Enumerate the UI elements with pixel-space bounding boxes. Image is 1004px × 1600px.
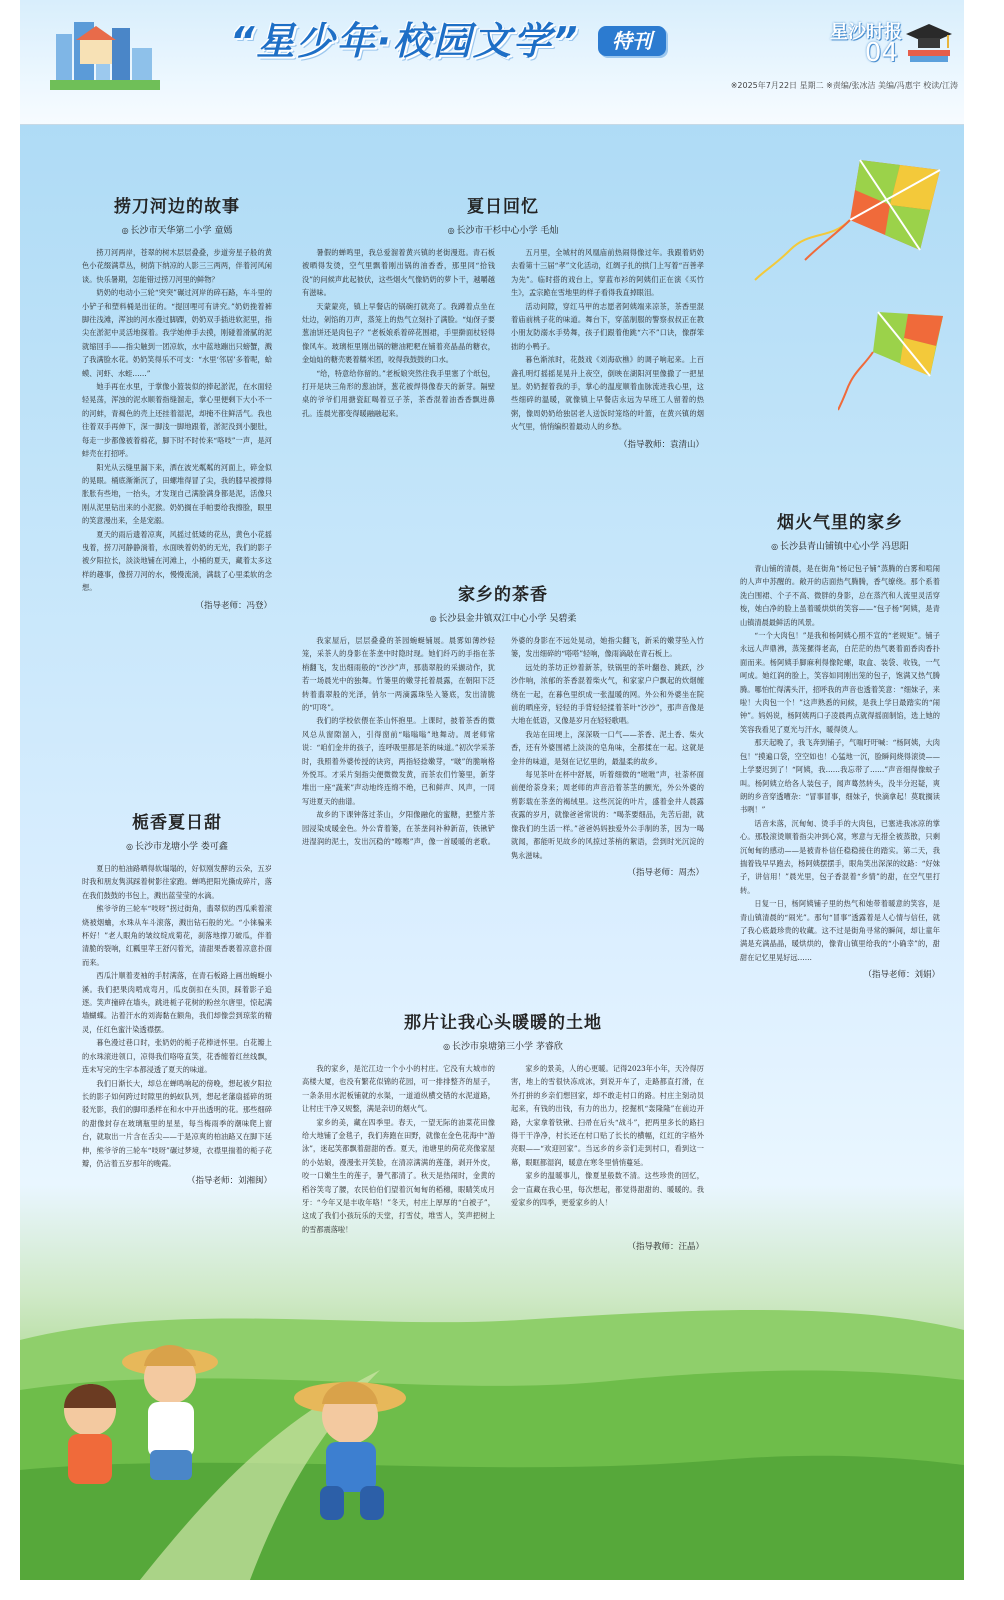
paragraph: 天蒙蒙亮，镇上早餐店的锅碗打就亮了。我蹲着点坐在灶边，剁馅的刀声，蒸笼上的热气立刻扑了满脸。“灿伢子要葱油饼还是肉包子？”老板娘系着碎花围裙，手里擀面杖轻得像风车。玻璃柜里刚出锅的糖油粑粑在铺着亮晶晶的糖衣，金灿灿的糖壳裹着糯米团，咬得我鼓鼓的口水。 [302, 301, 495, 365]
city-illustration-icon [50, 14, 160, 90]
paragraph: 暮色漫过巷口时，张奶奶的栀子花棒迸怀里。白花瓣上的水珠滚进领口，凉得我们咯咯直笑，花香缠着红丝线飘，连未写完的生字本都浸透了夏天的味道。 [82, 1038, 272, 1075]
article-teacher: （指导教师：袁清山） [618, 439, 704, 450]
paragraph: 我们日渐长大，却总在蝉鸣响起的傍晚，想起被夕阳拉长的影子如何跨过时隙里的蚂蚁队列，想起老藩扇摇碎的斑驳光影，我们的脚印悉样在和水中开出透明的花。那些细碎的甜像封存在玻璃瓶里的星星，每当梅雨季的潮味爬上窗台，就取出一片含在舌尖——于是凉爽的柏油路又在脚下延伸，熊爷爷的三轮车“吱呀”碾过梦境，衣襟里揣着的栀子花瓣，仍沾着五岁那年的晚霞。 [82, 1078, 272, 1168]
countryside-children-illustration [20, 1280, 964, 1580]
masthead-title: “星少年·校园文学” [230, 19, 580, 63]
paragraph: 熊爷爷的三轮车“吱呀”拐过街角，翡翠似的西瓜乘着滚烧被烟蛐，水珠从车斗滚落，溅出钻石般的光。“小徕骗来杯好！”老人眼角的皱纹绽成菊花，刹落地撑刀破瓜，伴着清脆的裂响，红瓤里苹王舒闪着光，清甜果香裹着凉意扑面而来。 [82, 904, 272, 967]
paragraph: 我家屋后，层层叠叠的茶园蜿蜒铺展。晨雾如薄纱轻笼，采茶人的身影在茶垄中时隐时现。她们纤巧的手指在茶梢翻飞，发出细雨般的“沙沙”声，那翡翠般的采撷动作，犹若一场晨光中的独舞。竹篓里的嫩芽托着晨露，在朝阳下泛转着翡翠般的光泽，俏尔一两滴露珠坠入篓底，发出清脆的“叮咚”。 [302, 636, 495, 713]
article-zhizi [82, 808, 272, 1186]
kite-large-icon [750, 150, 950, 300]
article-teacher: （指导老师：刘湘闽） [186, 1176, 272, 1187]
article-jiaxiang [302, 580, 704, 878]
paragraph: 家乡的景美，人的心更暖。记得2023年小年，天冷得厉害，地上的雪很快冻成冰，到说开车了，走路都直打滑，在外打拼的乡亲们想回家，却不敢走村口的路。村庄主刻动员起来，有钱的出钱，有力的出力，挖掘机“轰隆隆”在前边开路，大家拿着铁锹、扫帚在后头“战斗”，把两里多长的路扫得干干净净，村长还在村口贴了长长的横幅，红红的字格外亮眼——“欢迎回家”。当远乡的乡亲们走到村口，看到这一幕，眼眶都湿润，暖意在寒冬里悄悄蔓延。 [511, 1064, 704, 1167]
article-xiari [302, 192, 704, 450]
paragraph: 日复一日，杨阿姨铺子里的热气和她带着暖意的笑容，是青山镇清晨的“闹光”。那句“冒事”透露着是人心情与信任，就了我心底最珍贵的收藏。这不过是街角寻常的瞬间，却让童年满是充满晶晶，暖烘烘的，像青山镇里给我的“小确幸”的，甜甜在记忆里晃好远…… [740, 899, 940, 962]
paragraph: “给，特意给你留的。”老板娘突然往我手里塞了个纸包，打开是块三角形的葱油饼，葱花被焊得像春天的新芽。隔壁桌的爷爷们用搪瓷缸喝着豆子茶，茶香混着油香香飘进鼻孔。连晨光都变得暖融融起来。 [302, 368, 495, 418]
paragraph: 活动间隙，穿红马甲的志愿者阿姨端来凉茶，茶香里混着庙前桃子花的味道。舞台下，穿蓝制服的警察叔叔正在教小朋友防溺水手势舞，孩子们跟着他跳“六不”口诀，像群笨拙的小鸭子。 [511, 301, 704, 351]
article-teacher: （指导老师：周杰） [627, 867, 704, 878]
issue-meta: ※2025年7月22日 星期二 ※责编/张冰洁 美编/冯惠宇 校读/江涛 [730, 81, 958, 90]
paragraph: 远处的茶坊正炒着新茶，铁锅里的茶叶翻卷、跳跃，沙沙作响，浓郁的茶香混着柴火气，和家家户户飘起的炊烟缠绕在一起，在暮色里织成一张温暖的网。外公和外婆坐在院前的晒座旁，轻轻的手背轻轻揉着茶叶“沙沙”，那声音像是大地在低语，又像是岁月在轻轻歌唱。 [511, 662, 704, 726]
article-byline: ◎ 长沙市泉塘第三小学 茅睿欣 [443, 1042, 563, 1052]
paragraph: 那天起晚了，我飞奔到铺子，气喘吁吁喊：“杨阿姨，大肉包！”摸遍口袋，空空如也！心猛地一沉，脸瞬间烧得滚烫——上学要迟到了！“阿姨，我……我忘带了……”声音细得像蚊子叫。杨阿姨立给各人装包子，闻声蓦然转头，没半分迟疑，爽朗的乡音穿透嘈杂：“冒事冒事，细妹子，快滴拿起！莫耽搁读书咧！” [740, 738, 940, 815]
paragraph: 她手再在水里，于掌像小篮装似的捧起淤泥，在水面轻轻晃荡，浑浊的泥水顺着指缝溜走，掌心里便剩下大小不一的河蚌，青褐色的壳上还挂着湿泥，却掩不住鲜活气。我也往着双手再伸下，深一脚浅一脚地跟着，淤泥没到小腿肚，每走一步都像被着棉花，脚下时不时传来“咯吱”一声，是河蚌壳在打招呼。 [82, 382, 272, 459]
paragraph: 奶奶的电动小三轮“突突”碾过河岸的碎石路，车斗里的小铲子和塑料桶是出征的。“提回哩可有讲究。”奶奶挽着裤脚往浅滩，浑浊的河水漫过脚踝，奶奶双手插进软泥里，指尖在淤泥中灵活地探着。我学她伸手去摸，刚碰着滑腻的泥就缩回手——指尖触到一团凉软，水中蓝地蹦出只螃蟹，溅了我满脸水花。奶奶笑得乐不可支：“水里‘邻居’多着呢，蛤蟆、河虾、水蛭……” [82, 288, 272, 378]
article-byline: ◎ 长沙县金井镇双江中心小学 吴碧柔 [429, 614, 577, 624]
page-number: 04 [864, 38, 898, 68]
article-body [302, 246, 704, 434]
paragraph: “一个大肉包！”是我和杨阿姨心照不宣的“老规矩”。铺子永远人声鼎沸，蒸笼摞得老高，白茫茫的热气裹着面香肉香扑面而来。杨阿姨手脚麻利得像陀螺，取盒、装袋、收钱，一气呵成。她红润的脸上，笑容如同刚出笼的包子，饱满又热气腾腾。哪怕忙得满头汗，招呼我的声音也透着笑意：“细妹子，来啦！大肉包一个！”这声熟悉的问候，是我上学日最踏实的“闹钟”。妈妈说，杨阿姨两口子凌晨两点就得摇面制馅，选上她的笑容我看见了夏光与汗水，暖得烫人。 [740, 631, 940, 734]
article-yanhuo [740, 508, 940, 980]
paragraph: 话音未落，沉甸甸、烫手手的大肉包，已塞进我冰凉的掌心。那股滚烫顺着指尖冲到心窝，寒意与无措全被蒸散，只剩沉甸甸的感动——是被青朴信任稳稳接住的踏实。第二天，我揣着钱早早跑去，杨阿姨摆摆手，眼角笑出深深的纹路：“好妹子，讲信用！”晨光里，包子香混着“乡情”的甜，在空气里打转。 [740, 818, 940, 895]
kite-small-icon [838, 302, 948, 412]
paragraph: 西瓜汁顺着麦袖的手肘满落，在青石板路上画出蜿蜒小溪。我们把果肉啃成弯月，瓜皮倒扣在头顶，踩着影子追逐。笑声撞碎在墙头，跳进栀子花树的粉丝尔唐里，惊起满墙蝴蝶。沾着汗水的刘海黏在额角，我们却像尝到琼浆的精灵，任红色蜜汁染透襟摆。 [82, 971, 272, 1034]
article-title: 栀香夏日甜 [132, 813, 222, 833]
article-title: 烟火气里的家乡 [777, 513, 903, 533]
article-body [302, 1062, 704, 1236]
paragraph: 夏日的柏油路晒得软塌塌的，好似刚发酵的云朵，五岁时我和朋友隽淇踩着树影往家跑。蝉鸣把阳光撕成碎片，落在我们鼓鼓的书包上，溅出蓝莹莹的水滴。 [82, 864, 272, 900]
paragraph: 青山铺的清晨，是在街角“杨记包子铺”蒸腾的白雾和喧闹的人声中苏醒的。敞开的店面热气腾腾，香气缭绕。那个系着洗白围裙、个子不高、微胖的身影，总在蒸汽和人流里灵活穿梭，她白净的脸上虽着暖烘烘的笑容——“包子杨”阿姨，是青山镇清晨最鲜活的风景。 [740, 564, 940, 627]
paragraph: 阳光从云缝里漏下来，洒在波光粼粼的河面上，碎金似的晃眼。桶底渐渐沉了，田螺堆得冒了尖，我的膝早被撑得胀胀有些地，一抬头，才发现自己满脸满身都是泥，活像只刚从泥里钻出来的小泥猴。奶奶搁在手帕要给我擦脸，眼里的笑意漫出来，全是宠溺。 [82, 462, 272, 526]
article-byline: ◎ 长沙县青山铺镇中心小学 冯思阳 [771, 542, 909, 552]
masthead [20, 0, 964, 125]
article-body [302, 634, 704, 862]
newspaper-page [20, 0, 964, 1580]
article-body [740, 562, 940, 964]
paragraph: 捞刀河两岸，苍翠的树木层层叠叠，步道旁星子般的黄色小花缀满草丛，树荫下纳凉的人影三三两两，伴着河风闲谈。快乐暑期，怎能错过捞刀河里的鲜物？ [82, 248, 272, 284]
article-byline: ◎ 长沙市天华第二小学 童嫣 [121, 226, 233, 236]
article-teacher: （指导老师：冯登） [195, 600, 272, 611]
paragraph: 家乡的美，藏在四季里。春天，一望无际的油菜花田像给大地铺了金毯子，我们奔跑在田野，就像在金色花海中“游泳”，迷起笑都飘着甜甜的香。夏天，池塘里的荷花亮像家屋的小姑娘，漫漫张开笑脸，在清凉满满的莲蓬，剥开外皮，咬一口嫩生生的莲子，暑气都清了。秋天是热闹时，金黄的稻谷笑弯了腰，农民伯伯们望着沉甸甸的稻穗，眼睛笑成月牙：“今年又是丰收年咯！”冬天，村庄上厚厚的“白被子”，这成了我们小孩玩乐的天堂，打雪仗，堆雪人，笑声把树上的雪都震落啦！ [302, 1117, 495, 1234]
article-byline: ◎ 长沙市干杉中心小学 毛灿 [447, 226, 559, 236]
graduation-cap-icon [904, 18, 954, 66]
article-body [82, 862, 272, 1170]
article-title: 那片让我心头暖暖的土地 [404, 1013, 602, 1033]
paragraph: 我的家乡，是沱江边一个小小的村庄。它没有大城市的高楼大厦，也没有繁花似锦的花园，可一排排整齐的屋子，一条条用水泥板铺就的水渠，一道道纵横交错的水泥道路，让村庄干净又规整，满是亲切的烟火气。 [302, 1064, 495, 1114]
paragraph: 五月里，全城村的风凰庙前热闹得像过年。我跟着奶奶去看第十三届“孝”文化活动，红绸子扎的拱门上写着“百善孝为先”。临时搭的戏台上，穿蓝布衫的阿姨们正在演《买竹生》，孟宗跪在雪地里的样子看得我直掉眼泪。 [511, 248, 704, 298]
article-title: 家乡的茶香 [458, 585, 548, 605]
paragraph: 每见茶叶在杯中舒展，听着细微的“咝咝”声，社荼杯面前便给荼身来；周老师的声音沿着茶茎的颤光，外公外婆的剪影载在茶垄的褐绒里。这些沉淀的叶片，盛着金井人晨露夜露的岁月，就像爸爸常说的：“喝茶要细品，先苦后甜，就像我们的生活一样。”爸爸妈妈独爱外公手制的茶，因为一喝就闻，都能听见故乡的风掠过茶梢的絮语，尝到时光沉淀的隽永滋味。 [511, 770, 704, 860]
paragraph: 暮色渐浓时，花鼓戏《刘海砍樵》的调子响起来。上百盏孔明灯摇摇晃晃升上夜空，倒映在湖阳河里像撒了一把星星。奶奶握着我的手，掌心的温度顺着血脉流进我心里，这些细碎的温暖，就像镇上早餐店永远为早班工人留着的热粥，像周奶奶给独居老人送饭时笼络的叶篮，在黄兴镇的烟火气里，悄悄编织着最动人的乡愁。 [511, 355, 704, 432]
article-teacher: （指导教师：汪晶） [627, 1242, 704, 1253]
article-laodao [82, 192, 272, 611]
paragraph: 我们的学校依偎在茶山怀抱里。上课时，披着茶香的微风总从窗隙溜入，引得窗前“嗡嗡嗡”地舞动。周老师常说：“咱们金井的孩子，连呼吸里都是茶的味道。”初次学采茶时，我照着外婆传授的诀窍，两指轻捻嫩芽，“啵”的脆响格外悦耳。才采片刻指尖便微微发黄，而茶农们竹篓里，新芽堆出一座“蔬莱”声动地终连绵不绝，已和鲜声、风声，一同写进夏天的曲谱。 [302, 716, 495, 806]
article-title: 捞刀河边的故事 [114, 197, 240, 217]
article-title: 夏日回忆 [467, 197, 539, 217]
article-byline: ◎ 长沙市龙塘小学 娄可鑫 [126, 842, 228, 852]
paragraph: 家乡的温暖事儿，像夏星般数不清。这些珍贵的回忆，会一直藏在我心里，每次想起，都觉得甜甜的、暖暖的。我爱家乡的四季，更爱家乡的人！ [511, 1171, 704, 1208]
article-tudi [302, 1008, 704, 1252]
special-issue-badge: 特刊 [598, 26, 666, 56]
paragraph: 夏天的雨后遗着凉爽，风摇过低矮的花丛，黄色小花摇曳着，捞刀河静静淌着，水面映着奶奶的无光，我们的影子被夕阳拉长，淡淡地铺在河滩上，小桶的夏天，藏着太多这样的趣事，像捞刀河的水，慢慢流淌，满载了心里柔软的念想。 [82, 529, 272, 593]
paragraph: 暑假的蝉鸣里，我总爱溜着黄兴镇的老街漫逛。青石板被晒得发烫，空气里飘着刚出锅的油香香，那里同“拾钱没”的问候声此起彼伏，这些烟火气像奶奶的萝卜干，越嚼越有滋味。 [302, 248, 495, 298]
article-teacher: （指导老师：刘娟） [863, 970, 940, 981]
article-body [82, 246, 272, 595]
newspaper-brand: 星沙时报 [830, 22, 902, 43]
paragraph: 故乡的下课钟落过茶山，夕阳像融化的蜜糖，把整片茶园浸染成暖金色。外公背着篓，在茶垄间补种新苗，铁锹铲进湿润的泥土，发出沉稳的“嚓嚓”声，像一首暖暖的老歌。外婆的身影在不远处晃动，她指尖翻飞，新采的嫩芽坠入竹篓，发出细碎的“嗒嗒”轻响，像雨滴敲在青石板上。 [302, 636, 704, 847]
paragraph: 我站在田埂上，深深吸一口气——茶香、泥土香、柴火香，还有外婆围裙上淡淡的皂角味，全都揉在一起。这就是金井的味道，是刻在记忆里的，最温柔的故乡。 [511, 729, 704, 766]
